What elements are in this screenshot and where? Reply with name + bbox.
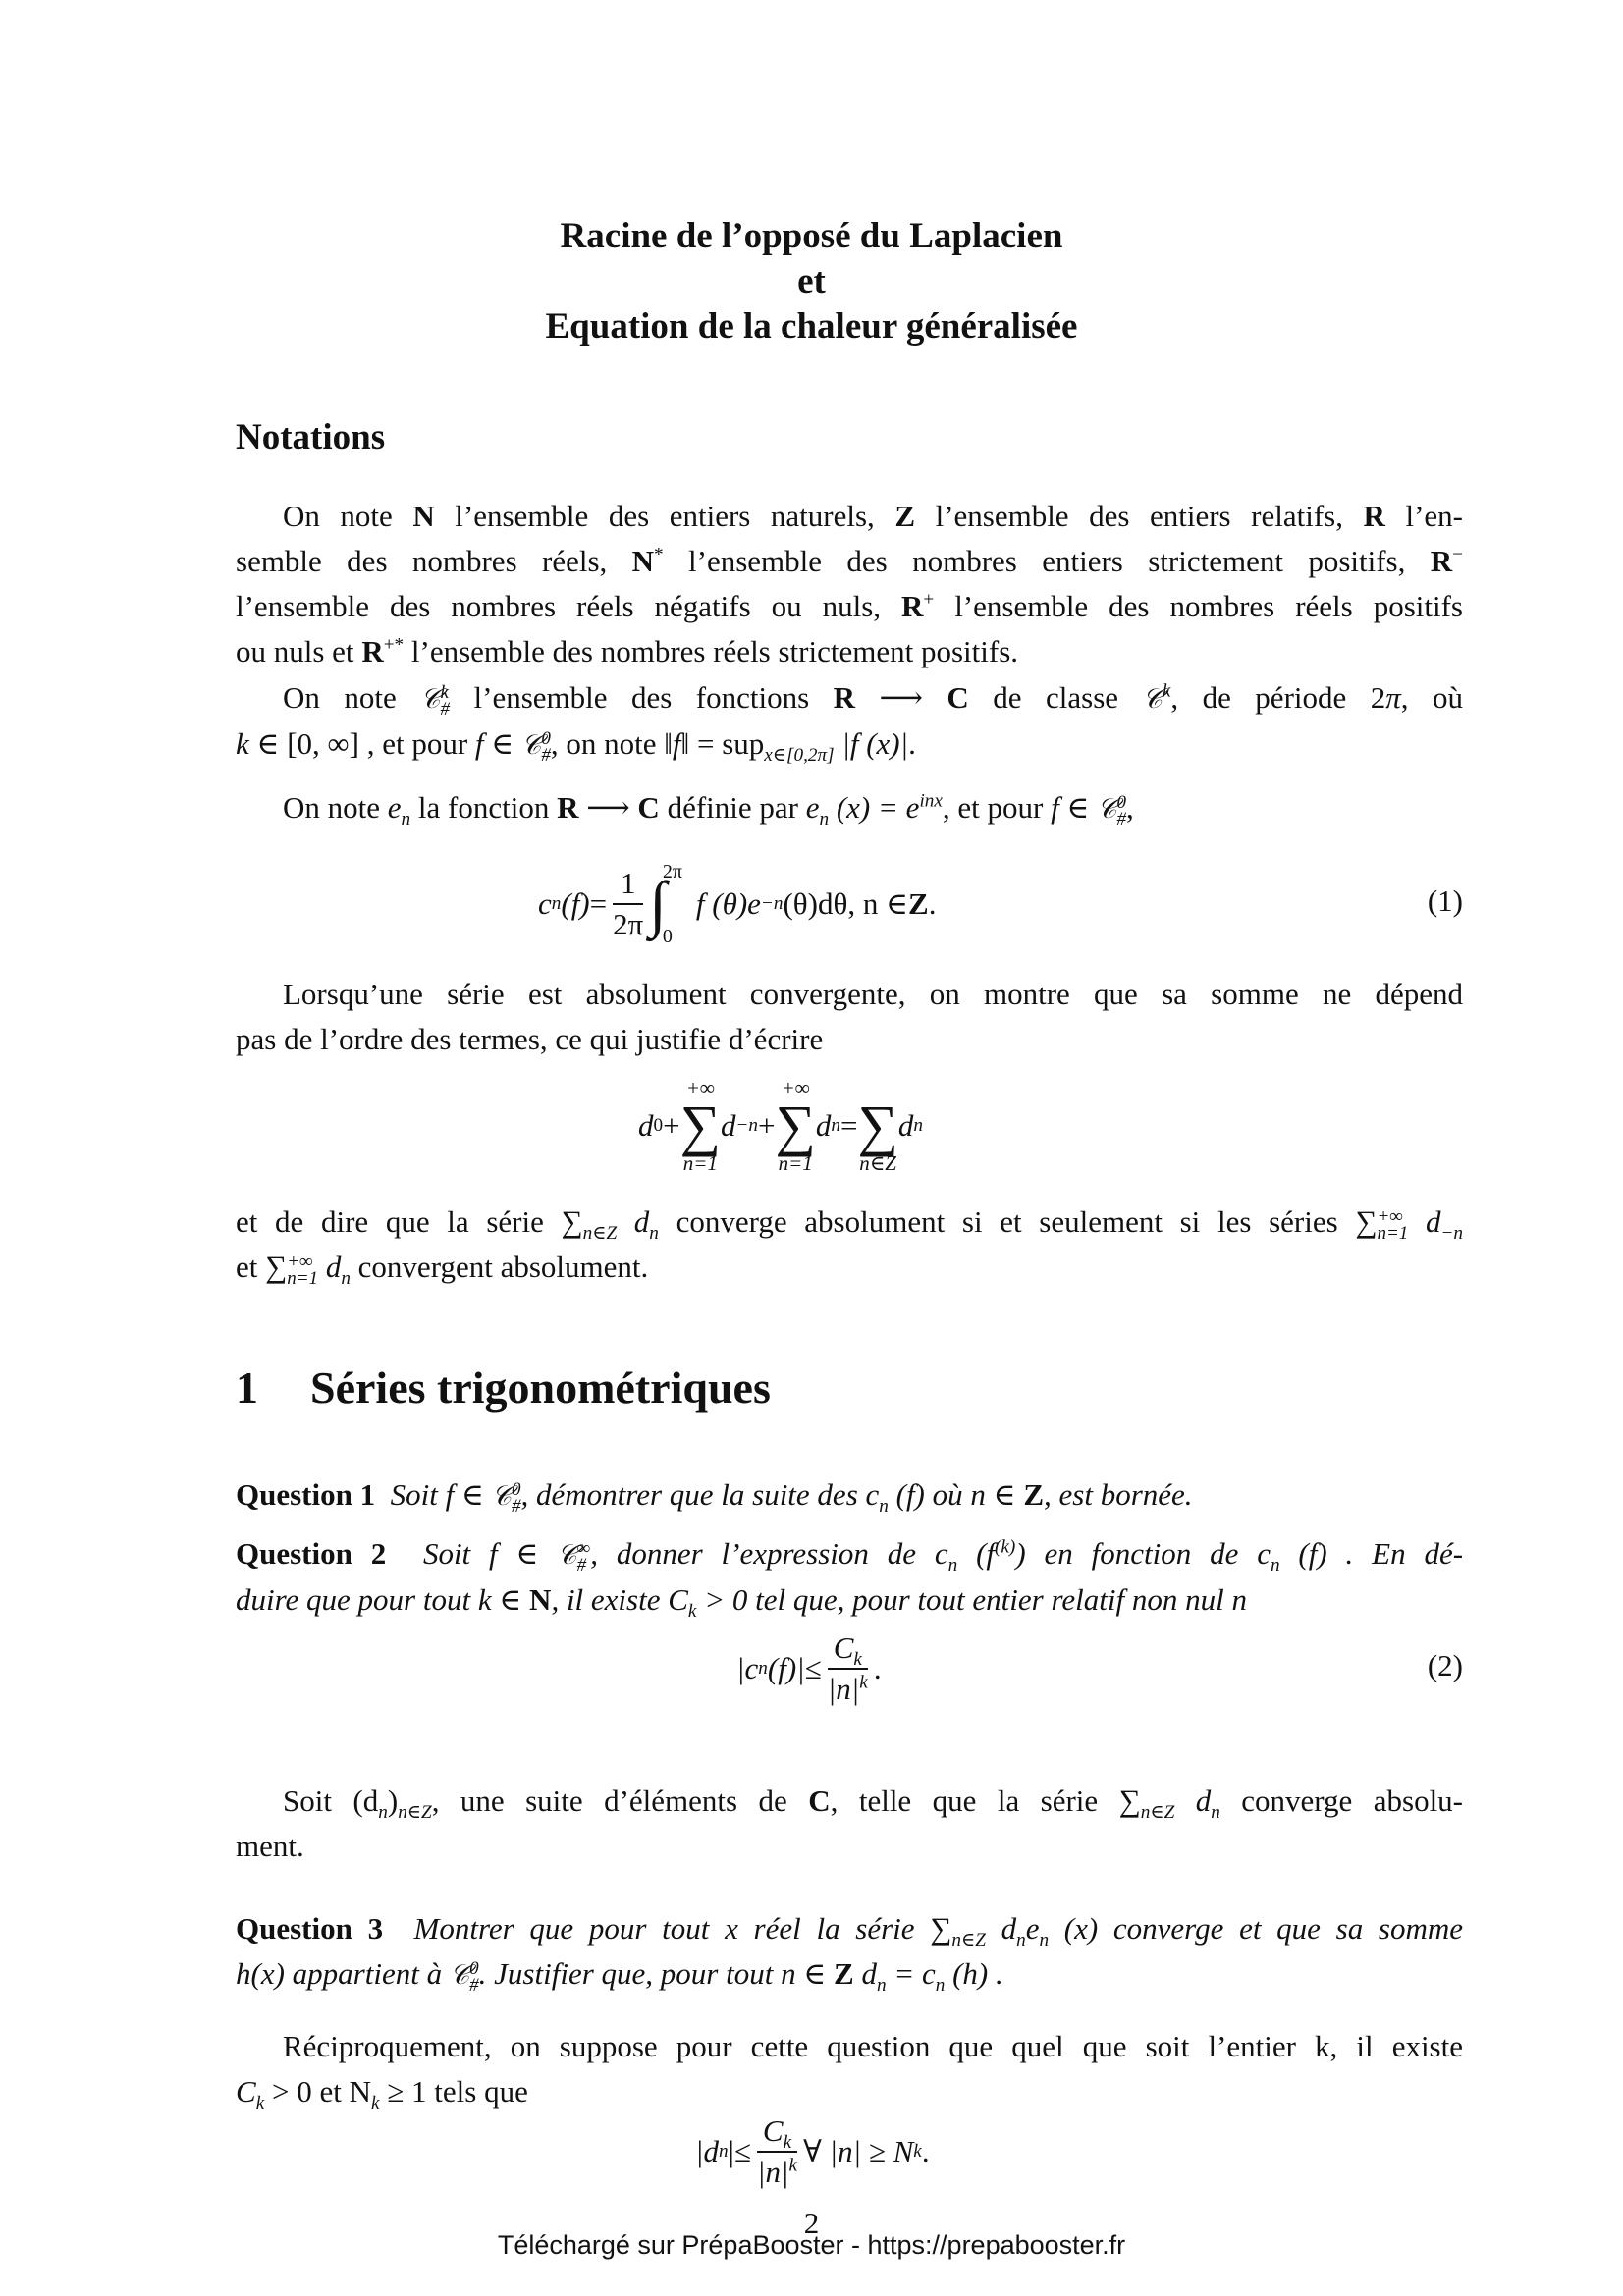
page-number: 2 [803, 2206, 820, 2240]
p1-line-1: On note N l’ensemble des entiers naturels, Z l’ensemble des entiers relatifs, R l’en- [283, 499, 1463, 533]
question-3-text-line-1: Montrer que pour tout x réel la série $\sum_{n\in Z}$ $d_ne_n$ (x) converge et que sa somme [413, 1911, 1464, 1951]
equation-2-label: (2) [1427, 1648, 1463, 1682]
p7-line-1: Réciproquement, on suppose pour cette question que quel que soit l’entier k, il existe [283, 2029, 1463, 2063]
title-line-3: Equation de la chaleur généralisée [545, 306, 1078, 347]
paragraph-en-definition [236, 785, 1463, 831]
paragraph-absolute-convergence [236, 972, 1463, 1062]
question-3-label: Question 3 [236, 1911, 384, 1946]
question-1-label: Question 1 [236, 1477, 376, 1512]
p4-line-2: pas de l’ordre des termes, ce qui justifie d’écrire [236, 1022, 824, 1056]
equation-sum: d 0 + +∞ ∑ n=1 d −n + +∞ ∑ n=1 d n = ∑ n∈Z d n [638, 1076, 923, 1175]
equation-1 [236, 850, 1463, 958]
p3-line-1: On note $e_n$ la fonction R ⟶ C définie par $e_n$ $(x) = e^{inx}$, et pour f ∈ 𝒞 0 # , [283, 790, 1134, 830]
question-2-label: Question 2 [236, 1536, 387, 1571]
equation-2: |c n (f)| ≤ $\frac{C_k}{|n|^k}$ . (2) [736, 1630, 1463, 1706]
question-1 [236, 1472, 1463, 1519]
sum-1: +∞ ∑ n=1 [679, 1076, 721, 1175]
equation-1-label: (1) [1427, 883, 1463, 918]
equation-1-body: c n (f) = $\frac{1}{2\pi}$ ∫ 2π 0 f (θ)e −n (θ)dθ, n ∈ Z . [538, 861, 937, 947]
question-2-text-line-2: duire que pour tout k ∈ N, il existe $C_k > 0$ tel que, pour tout entier relatif non nul n [236, 1582, 1247, 1623]
p6-line-2: ment. [236, 1829, 304, 1863]
fraction: $\frac{C_k}{|n|^k}$ [827, 1630, 868, 1706]
paragraph-sequence-dn [236, 1779, 1463, 1869]
p1-line-2: semble des nombres réels, N* l’ensemble des nombres entiers strictement positifs, R− [236, 544, 1463, 578]
question-2 [236, 1531, 1463, 1623]
p7-line-2: $C_k > 0$ et $N_k \ge 1$ tels que [236, 2074, 528, 2114]
question-3 [236, 1906, 1463, 1998]
sum-2: +∞ ∑ n=1 [775, 1076, 816, 1175]
footer-download-notice: Téléchargé sur PrépaBooster - https://prepabooster.fr [497, 2230, 1126, 2260]
equation-3: |d n | ≤ $\frac{C_k}{|n|^k}$ ∀ |n| ≥ N k . [695, 2113, 930, 2189]
p1-line-3: l’ensemble des nombres réels négatifs ou nuls, R+ l’ensemble des nombres réels positifs [236, 589, 1463, 623]
section-heading: 1 Séries trigonométriques [236, 1362, 771, 1413]
title-line-1: Racine de l’opposé du Laplacien [560, 216, 1063, 256]
p5-line-2: et ∑ +∞ n=1 $d_n$ convergent absolument. [236, 1250, 649, 1290]
p1-line-4: ou nuls et R+* l’ensemble des nombres réels strictement positifs. [236, 634, 1019, 668]
p2-line-1: On note 𝒞 k # l’ensemble des fonctions R ⟶ C de classe 𝒞$^k$, de période 2π, où [283, 680, 1463, 720]
p5-line-1: et de dire que la série $\sum_{n\in Z}$ $d_n$ converge absolument si et seulement si les séries ∑ +∞ n=1 $d_{-n}$ [236, 1204, 1464, 1245]
question-1-text: Soit f ∈ 𝒞 0 # , démontrer que la suite des $c_n$ (f) où n ∈ Z, est bornée. [390, 1477, 1193, 1518]
p6-line-1: Soit $(d_n)_{n\in Z}$, une suite d’éléments de C, telle que la série $\sum_{n\in Z}$ $d_n$ converge absolu- [283, 1784, 1464, 1824]
question-3-text-line-2: h(x) appartient à 𝒞 0 # . Justifier que, pour tout n ∈ Z $d_n = c_n$ (h) . [236, 1956, 1003, 1997]
notations-heading: Notations [236, 417, 386, 457]
paragraph-series-convergence [236, 1200, 1463, 1290]
p2-line-2: k ∈ [0, ∞] , et pour f ∈ 𝒞 0 # , on note ‖f‖ = sup$_{x\in[0,2\pi]}$ |f (x)|. [236, 726, 916, 767]
title-line-2: et [797, 261, 826, 301]
paragraph-notation-sets [236, 494, 1463, 674]
question-2-text-line-1: Soit f ∈ 𝒞 ∞ # , donner l’expression de $c_n$ $(f^{(k)})$ en fonction de $c_n$ (f) . En dé- [422, 1536, 1464, 1576]
integral-sign: ∫ [649, 869, 667, 938]
paragraph-class-functions [236, 675, 1463, 768]
paragraph-reciprocal [236, 2024, 1463, 2114]
fraction: $\frac{C_k}{|n|^k}$ [756, 2113, 798, 2189]
p4-line-1: Lorsqu’une série est absolument convergente, on montre que sa somme ne dépend [283, 977, 1463, 1011]
sum-3: ∑ n∈Z [857, 1094, 898, 1175]
fraction: $\frac{1}{2\pi}$ [613, 866, 644, 941]
